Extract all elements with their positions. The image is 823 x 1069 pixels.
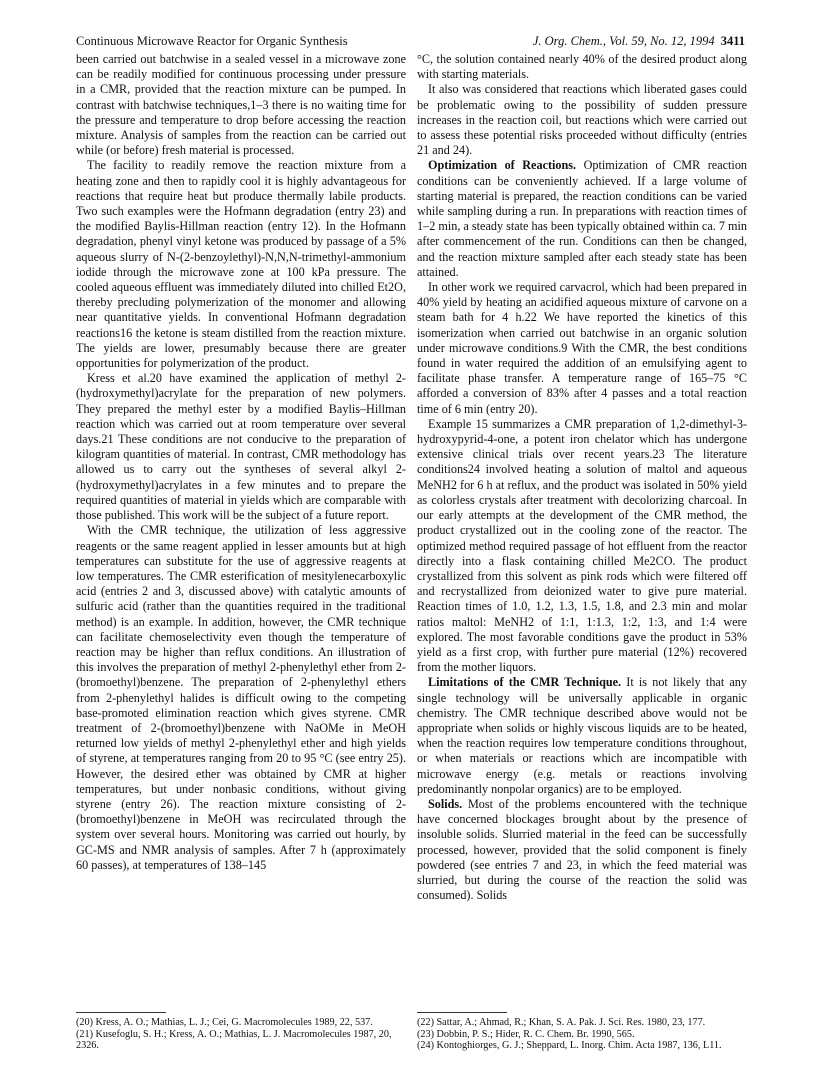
section-heading: Optimization of Reactions. [428,158,577,173]
paragraph: It also was considered that reactions which liberated gases could be problematic owing to the possibility of sudden pressure increases in the reaction coil, but reactions which were carried out to assess these potential risks proceeded without difficulty (entries 21 and 24). [417,82,747,158]
paragraph: been carried out batchwise in a sealed vessel in a microwave zone can be readily modified for continuous processing under pressure in a CMR, provided that the reaction mixture can be pumped. In contrast with batchwise techniques,1–3 there is no waiting time for the pressure and temperature to drop before accessing the reaction mixture. Analysis of samples from the reaction can be carried out while (or before) fresh material is processed. [76,52,406,158]
paragraph [417,158,747,280]
paragraph: °C, the solution contained nearly 40% of the desired product along with starting materials. [417,52,747,82]
paragraph-text: It is not likely that any single technology will be universally applicable in organic chemistry. The CMR technique described above would not be appropriate when solids or highly viscous liquids are to be heated, when the reaction requires low temperature conditions throughout, or when materials or reactions which are incompatible with microwave energy (e.g. metals or reactions involving predominantly nonpolar organics) are to be employed. [417,675,747,796]
left-column [76,52,406,873]
paragraph: Example 15 summarizes a CMR preparation of 1,2-dimethyl-3-hydroxypyrid-4-one, a potent iron chelator which has undergone extensive clinical trials over recent years.23 The literature conditions24 involved heating a solution of maltol and aqueous MeNH2 for 6 h at reflux, and the product was isolated in 50% yield as colorless crystals after treatment with decolorizing charcoal. In our early attempts at the development of the CMR method, the product crystallized out in the cooling zone of the reactor. The optimized method required passage of hot effluent from the reactor directly into a flask containing chilled Me2CO. The product crystallized from this solvent as pink rods which were filtered off and recrystallized from deionized water to give pure material. Reaction times of 1.0, 1.2, 1.3, 1.5, 1.8, and 2.3 min and molar ratios maltol: MeNH2 of 1:1, 1:1.3, 1:2, 1:3, and 1:4 were explored. The most favorable conditions gave the product in 53% yield as a first crop, with further pure material (12%) recovered from the mother liquors. [417,416,747,675]
footnote: (21) Kusefoglu, S. H.; Kress, A. O.; Mathias, L. J. Macromolecules 1987, 20, 2326. [76,1028,392,1052]
running-title: Continuous Microwave Reactor for Organic Synthesis [76,34,348,48]
paragraph: The facility to readily remove the reaction mixture from a heating zone and then to rapidly cool it is highly advantageous for reactions that require heat but produce thermally labile products. Two such examples were the Hofmann degradation (entry 23) and the modified Baylis-Hillman reaction (entry 12). In the Hofmann degradation, phenyl vinyl ketone was produced by passage of a 5% aqueous slurry of N-(2-benzoylethyl)-N,N,N-trimethyl-ammonium iodide through the microwave zone at 100 kPa pressure. The cooled aqueous effluent was immediately diluted into chilled Et2O, thereby precluding polymerization of the monomer and allowing near quantitative yields. In conventional Hofmann degradation reactions16 the ketone is steam distilled from the reaction mixture. The yields are lower, presumably because there are greater opportunities for polymerization of the product. [76,158,406,371]
footnote: (22) Sattar, A.; Ahmad, R.; Khan, S. A. Pak. J. Sci. Res. 1980, 23, 177. [417,1017,706,1028]
footnote: (23) Dobbin, P. S.; Hider, R. C. Chem. Br. 1990, 565. [417,1028,635,1040]
footnote: (24) Kontoghiorges, G. J.; Sheppard, L. Inorg. Chim. Acta 1987, 136, L11. [417,1040,722,1052]
paragraph: With the CMR technique, the utilization of less aggressive reagents or the same reagent applied in lesser amounts but at high temperatures can substitute for the use of aggressive reagents at low temperatures. The CMR esterification of mesitylenecarboxylic acid (entries 2 and 3, discussed above) with catalytic amounts of sulfuric acid (rather than the quantities required in the traditional method) is an example. In addition, however, the CMR technique can facilitate chemoselectivity even though the temperature of reaction may be higher than reflux conditions. An illustration of this involves the preparation of methyl 2-phenylethyl ether from 2-(bromoethyl)benzene. The preparation of 2-phenylethyl ethers from 2-phenylethyl halides is difficult owing to the competing base-promoted elimination reaction which gives styrene. CMR treatment of 2-(bromoethyl)benzene with NaOMe in MeOH returned low yields of methyl 2-phenylethyl ether and high yields of styrene, at temperatures ranging from 20 to 95 °C (see entry 25). However, the desired ether was obtained by CMR at higher temperatures, but under nonbasic conditions, without giving styrene (entry 26). The reaction mixture consisting of 2-(bromoethyl)benzene in MeOH was recirculated through the system over several hours. Monitoring was carried out hourly, by GC-MS and NMR analysis of samples. After 7 h (approximately 60 passes), at temperatures of 138–145 [76,523,406,872]
paragraph-text: Optimization of CMR reaction conditions can be conveniently achieved. If a large volume of starting material is prepared, the reaction conditions can be varied while sampling during a run. In preparations with reaction times of 1–2 min, a steady state has been typically obtained within ca. 7 min after commencement of the run. Conditions can then be changed, and the reaction mixture sampled after each steady state has been attained. [417,158,748,279]
paragraph: In other work we required carvacrol, which had been prepared in 40% yield by heating an acidified aqueous mixture of carvone on a steam bath for 4 h.22 We have reported the kinetics of this isomerization when carried out batchwise in an organic solution under microwave conditions.9 With the CMR, the best conditions found in water required the addition of an emulsifying agent to facilitate phase transfer. A temperature range of 165–75 °C afforded a conversion of 83% after 4 passes and a total reaction time of 6 min (entry 20). [417,280,747,416]
section-heading: Limitations of the CMR Technique. [428,675,622,690]
paragraph-text: Most of the problems encountered with the technique have concerned blockages brought about by the presence of insoluble solids. Slurried material in the feed can be successfully processed, however, provided that the solid component is finely powdered (see entries 7 and 23, in which the feed material was slurried, but during the course of the reaction the solid was consumed). Solids [417,796,747,903]
journal-citation-header [533,34,745,49]
footnotes-right [417,1017,749,1052]
footnotes-left [76,1017,408,1052]
paragraph [417,675,747,797]
journal-citation: J. Org. Chem., Vol. 59, No. 12, 1994 [532,34,715,48]
section-heading: Solids. [428,796,463,811]
page-number: 3411 [720,34,745,48]
footnote-divider [417,1012,507,1013]
right-column [417,52,747,903]
footnote: (20) Kress, A. O.; Mathias, L. J.; Cei, G. Macromolecules 1989, 22, 537. [76,1017,373,1028]
paragraph [417,797,747,903]
footnote-divider [76,1012,166,1013]
paragraph: Kress et al.20 have examined the application of methyl 2-(hydroxymethyl)acrylate for the preparation of new polymers. They prepared the methyl ester by a modified Baylis–Hillman reaction which was carried out at room temperature over several days.21 These conditions are not conducive to the preparation of kilogram quantities of material. In contrast, CMR methodology has allowed us to carry out the syntheses of several alkyl 2-(hydroxymethyl)acrylates in a few minutes and to prepare the required quantities of material in yields which are comparable with those published. This work will be the subject of a future report. [76,371,406,523]
